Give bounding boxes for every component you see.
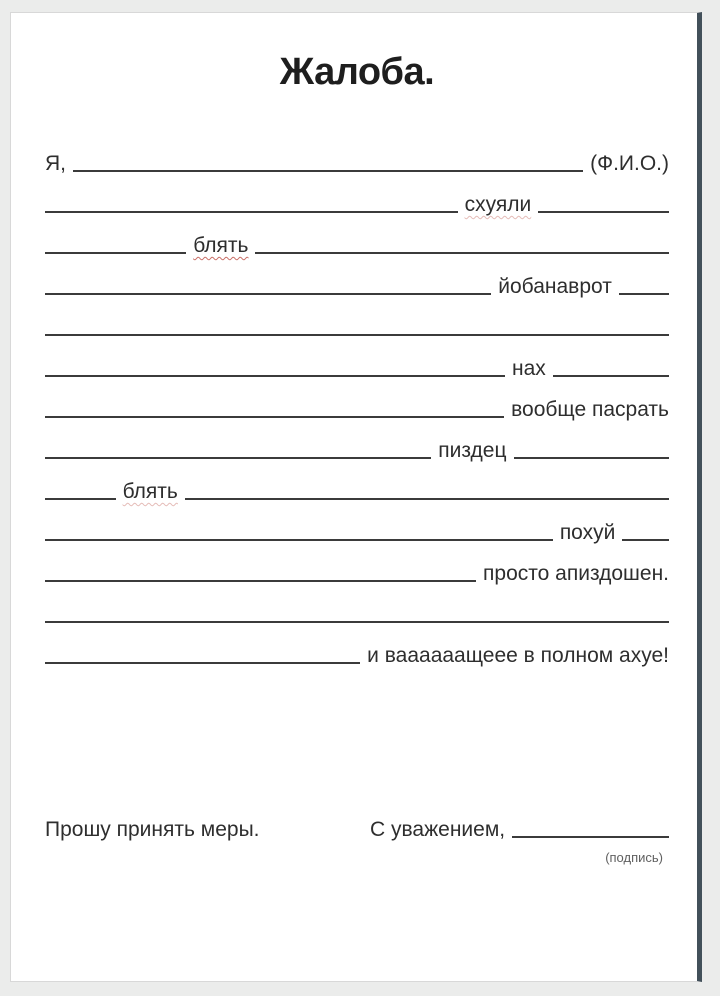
form-line xyxy=(45,582,669,623)
blank-line xyxy=(45,616,669,623)
form-line xyxy=(45,418,669,462)
page-content xyxy=(11,49,697,865)
form-word: схуяли xyxy=(464,193,532,216)
closing-request-text: Прошу принять меры. xyxy=(45,818,260,841)
blank-line xyxy=(185,493,669,500)
form-line xyxy=(45,459,669,503)
form-word: блять xyxy=(193,234,249,257)
form-line xyxy=(45,377,669,421)
page-title: Жалоба. xyxy=(279,51,435,93)
blank-line xyxy=(622,534,669,541)
form-line xyxy=(45,541,669,585)
form-word: нах xyxy=(511,357,546,380)
form-word: похуй xyxy=(559,521,616,544)
form-line xyxy=(45,172,669,216)
form-line xyxy=(45,500,669,544)
blank-line xyxy=(538,206,669,213)
form-line xyxy=(45,295,669,336)
blank-line xyxy=(45,329,669,336)
blank-line xyxy=(45,206,458,213)
form-word: блять xyxy=(122,480,178,503)
form-line xyxy=(45,213,669,257)
blank-line xyxy=(45,247,186,254)
form-word: йобанаврот xyxy=(498,275,612,298)
blank-line xyxy=(45,575,476,582)
complaint-form-page xyxy=(10,12,702,982)
form-word: Я, xyxy=(45,152,66,175)
blank-line xyxy=(45,657,360,664)
blank-line xyxy=(45,288,491,295)
form-footer xyxy=(45,810,669,865)
blank-line xyxy=(45,452,431,459)
blank-line xyxy=(619,288,669,295)
blank-line xyxy=(45,534,553,541)
blank-line xyxy=(255,247,669,254)
blank-line xyxy=(45,493,116,500)
blank-line xyxy=(73,165,583,172)
blank-line xyxy=(45,370,505,377)
form-word: просто апиздошен. xyxy=(483,562,669,585)
form-word: пиздец xyxy=(438,439,507,462)
form-line xyxy=(45,623,669,667)
blank-line xyxy=(553,370,669,377)
form-word: и ваааааащеее в полном ахуе! xyxy=(367,644,669,667)
form-line xyxy=(45,254,669,298)
form-line xyxy=(45,131,669,175)
form-line xyxy=(45,336,669,380)
blank-line xyxy=(514,452,670,459)
closing-salutation: С уважением, xyxy=(370,818,506,841)
signature-line xyxy=(512,831,669,838)
form-word: вообще пасрать xyxy=(511,398,669,421)
signature-caption: (подпись) xyxy=(605,850,663,865)
complaint-form-body xyxy=(45,131,669,667)
closing-right xyxy=(370,818,669,841)
closing-row xyxy=(45,810,669,841)
blank-line xyxy=(45,411,504,418)
form-word: (Ф.И.О.) xyxy=(590,152,669,175)
